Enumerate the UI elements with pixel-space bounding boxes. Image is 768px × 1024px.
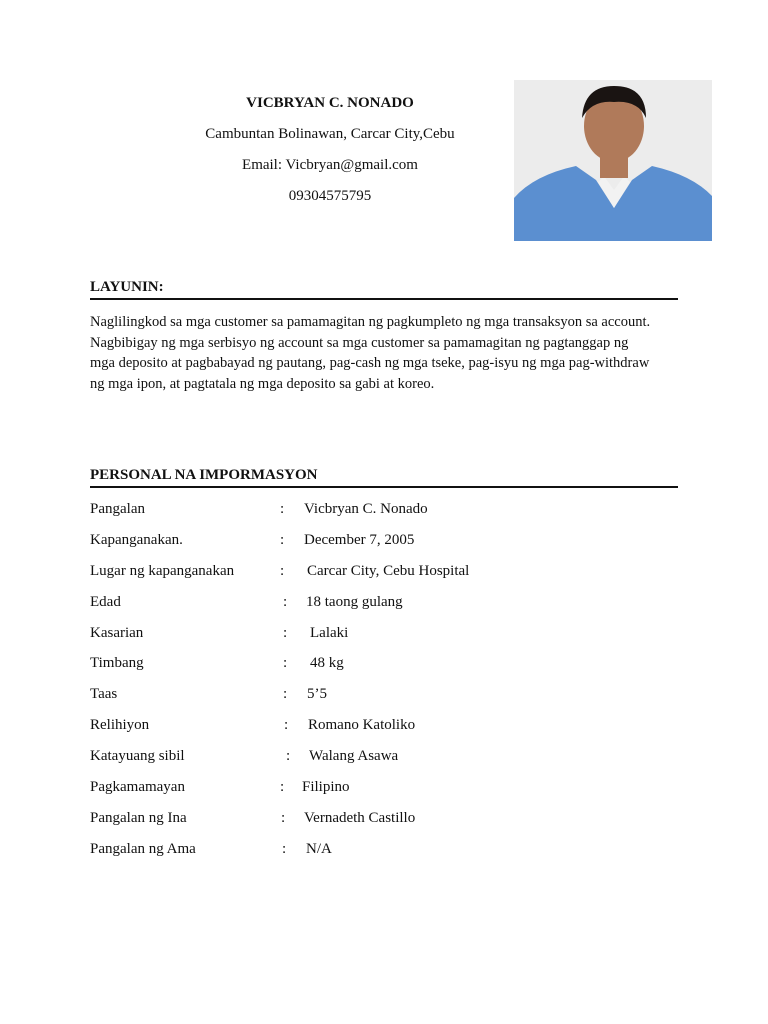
- info-label: Timbang: [90, 655, 144, 672]
- info-row-sex: [90, 621, 690, 652]
- info-value: Walang Asawa: [309, 748, 399, 765]
- info-row-age: [90, 590, 690, 621]
- objective-heading: LAYUNIN:: [90, 278, 678, 300]
- colon-separator: :: [283, 655, 288, 672]
- objective-line: Naglilingkod sa mga customer sa pamamagitan ng pagkumpleto ng mga transaksyon sa account.: [90, 314, 651, 330]
- info-label: Kasarian: [90, 624, 144, 641]
- colon-separator: :: [283, 686, 288, 703]
- personal-info-heading: PERSONAL NA IMPORMASYON: [90, 466, 678, 488]
- info-row-father-name: [90, 837, 690, 868]
- colon-separator: :: [282, 840, 287, 857]
- profile-photo-image: [514, 80, 712, 241]
- resume-header: [150, 88, 510, 212]
- objective-line: ng mga ipon, at pagtatala ng mga deposito sa gabi at koreo.: [90, 375, 435, 392]
- objective-text: [90, 312, 690, 394]
- info-row-citizenship: [90, 775, 690, 806]
- colon-separator: :: [283, 624, 288, 641]
- colon-separator: :: [280, 501, 285, 517]
- colon-separator: :: [280, 779, 285, 796]
- colon-separator: :: [280, 531, 285, 548]
- info-value: December 7, 2005: [304, 531, 415, 548]
- info-label: Pagkamamayan: [90, 779, 185, 796]
- info-value: 5’5: [307, 686, 327, 703]
- phone-number: 09304575795: [288, 188, 372, 204]
- info-row-birthplace: [90, 559, 690, 590]
- info-row-weight: [90, 651, 690, 682]
- info-value: Carcar City, Cebu Hospital: [307, 562, 470, 579]
- info-row-mother-name: [90, 806, 690, 837]
- info-label: Katayuang sibil: [90, 748, 185, 765]
- info-label: Relihiyon: [90, 717, 150, 734]
- info-label: Kapanganakan.: [90, 531, 183, 548]
- email: Email: Vicbryan@gmail.com: [242, 157, 418, 173]
- info-label: Pangalan: [90, 501, 145, 517]
- info-value: Romano Katoliko: [308, 717, 416, 734]
- info-label: Pangalan ng Ama: [90, 840, 196, 857]
- info-label: Pangalan ng Ina: [90, 809, 187, 826]
- info-label: Edad: [90, 593, 121, 610]
- address: Cambuntan Bolinawan, Carcar City,Cebu: [205, 126, 455, 142]
- colon-separator: :: [281, 809, 286, 826]
- objective-line: mga deposito at pagbabayad ng pautang, pag-cash ng mga tseke, pag-isyu ng mga pag-withdraw: [90, 355, 650, 371]
- info-value: Filipino: [302, 779, 350, 796]
- colon-separator: :: [280, 562, 285, 579]
- personal-info-list: [90, 497, 690, 868]
- colon-separator: :: [283, 593, 288, 610]
- info-row-religion: [90, 713, 690, 744]
- info-row-birthdate: [90, 528, 690, 559]
- info-label: Taas: [90, 686, 118, 703]
- info-value: Lalaki: [310, 624, 349, 641]
- info-row-civil-status: [90, 744, 690, 775]
- info-value: Vicbryan C. Nonado: [304, 501, 428, 517]
- colon-separator: :: [286, 748, 291, 765]
- info-value: 18 taong gulang: [306, 593, 403, 610]
- info-label: Lugar ng kapanganakan: [90, 562, 235, 579]
- profile-photo: [514, 80, 712, 241]
- info-value: Vernadeth Castillo: [304, 809, 416, 826]
- info-row-name: [90, 497, 690, 528]
- objective-line: Nagbibigay ng mga serbisyo ng account sa mga customer sa pamamagitan ng pagtanggap ng: [90, 334, 629, 351]
- info-row-height: [90, 682, 690, 713]
- info-value: 48 kg: [310, 655, 344, 672]
- info-value: N/A: [306, 840, 332, 857]
- colon-separator: :: [284, 717, 289, 734]
- applicant-name: VICBRYAN C. NONADO: [246, 95, 414, 111]
